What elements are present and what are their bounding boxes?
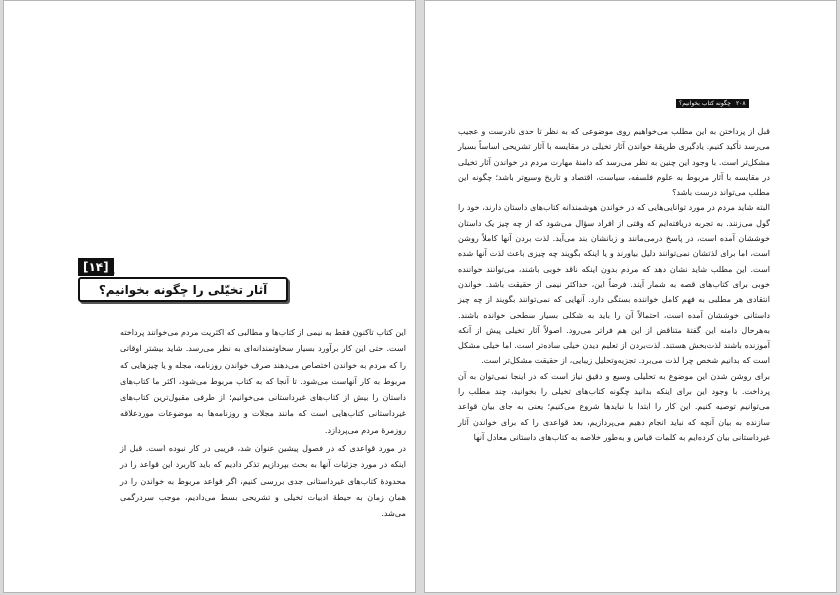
paragraph: در مورد قواعدی که در فصول پیشین عنوان شد، فریبی در کار نبوده است. قبل از اینکه در مورد جزئیات آنها به بحث بپردازیم تذکر دادیم که باید کاربرد این قواعد را در محدودهٔ کتاب‌های غیرداستانی جدی بررسی کنیم، اگر قواعد مربوط به خواندن را در همان زمان به حیطهٔ ادبیات تخیلی و تشریحی بسط می‌دادیم، موجب سردرگمی می‌شد. [120,443,406,519]
right-page-body [458,124,770,445]
left-page-body [120,324,406,522]
paragraph: البته شاید مردم در مورد توانایی‌هایی که در خواندن هوشمندانه کتاب‌های داستان دارند، خود را گول می‌زنند. به تجربه دریافته‌ایم که وقتی از افراد سؤال می‌شود که از چه چیز یک داستان خوششان آمده است، در پاسخ درمی‌مانند و زبانشان بند می‌آید. لذت بردن آنها کاملاً روشن است، اما برای لذتشان نمی‌توانند دلیل بیاورند و یا اینکه بگویند چه چیزی باعث لذت آنها شده است. این مطلب شاید نشان دهد که مردم بدون اینکه ناقد خوبی باشند، می‌توانند خواننده خوبی برای کتاب‌های قصه به شمار آیند. فرضاً این، حداکثر نیمی از حقیقت باشد. خواندن انتقادی هر مطلبی به فهم کامل خواننده بستگی دارد. آنهایی که نمی‌توانند بگویند از چه چیز داستانی خوششان آمده است، احتمالاً آن را باید به شکلی بسیار سطحی خوانده باشند. به‌هرحال دامنه این گفتهٔ متناقض از این هم فراتر می‌رود. اصولاً آثار تخیلی پیش از آنکه آموزنده باشند لذت‌بخش هستند. لذت‌بردن از تعلیم دیدن خیلی ساده‌تر است. اما خیلی مشکل است که بدانیم شخص چرا لذت می‌برد. تجزیه‌وتحلیل زیبایی، از حقیقت مشکل‌تر است. [458,202,770,366]
chapter-title: آثار تخیّلی را چگونه بخوانیم؟ [78,277,288,302]
paragraph: قبل از پرداختن به این مطلب می‌خواهیم روی موضوعی که به نظر تا حدی نادرست و عجیب می‌رسد تأکید کنیم. یادگیری طریقهٔ خواندن آثار تخیلی در مقایسه با آثار تشریحی اساساً بسیار مشکل‌تر است. با وجود این چنین به نظر می‌رسد که دامنهٔ مهارت مردم در خواندن آثار تخیلی در مقایسه با آثار مربوط به علوم فلسفه، سیاست، اقتصاد و تاریخ وسیع‌تر باشد؛ چگونه این مطلب می‌تواند درست باشد؟ [458,126,770,198]
running-head [676,99,749,108]
paragraph: برای روشن شدن این موضوع به تحلیلی وسیع و دقیق نیاز است که در اینجا نمی‌توان به آن پرداخت. با وجود این برای اینکه بدانید چگونه کتاب‌های تخیلی را بخوانید، چند مطلب را می‌توانیم توصیه کنیم. این کار را ابتدا با نبایدها شروع می‌کنیم؛ یعنی به جای بیان قواعد سازنده به بیان آنچه که نباید انجام دهیم می‌پردازیم، بعد قواعدی را که برای خواندن آثار غیرداستانی بیان کرده‌ایم به کلمات قیاس و به‌طور خلاصه به کتاب‌های داستانی معادل آنها [458,370,770,442]
running-head-page-number: ۲۰۸ [735,100,746,107]
chapter-number: [۱۴] [78,258,114,276]
paragraph: این کتاب تاکنون فقط به نیمی از کتاب‌ها و مطالبی که اکثریت مردم می‌خوانند پرداخته است. حتی این کار برآورد بسیار سخاوتمندانه‌ای به نظر می‌رسد. شاید بیشتر اوقاتی را که مردم به خواندن اختصاص می‌دهند صرف خواندن روزنامه، مجله و یا چیزهایی که مربوط به کار آنهاست می‌شود. تا آنجا که به کتاب مربوط می‌شود، اکثر ما کتاب‌های داستان را بیش از کتاب‌های غیرداستانی می‌خوانیم؛ از طرفی مقبول‌ترین کتاب‌های غیرداستانی کتاب‌هایی است که مانند مجلات و روزنامه‌ها به موضوعات موردعلاقه روزمرهٔ مردم می‌پردازد. [120,327,406,435]
running-head-title: چگونه کتاب بخوانیم؟ [679,100,731,107]
chapter-number-mark: ۰۰ [109,269,117,277]
